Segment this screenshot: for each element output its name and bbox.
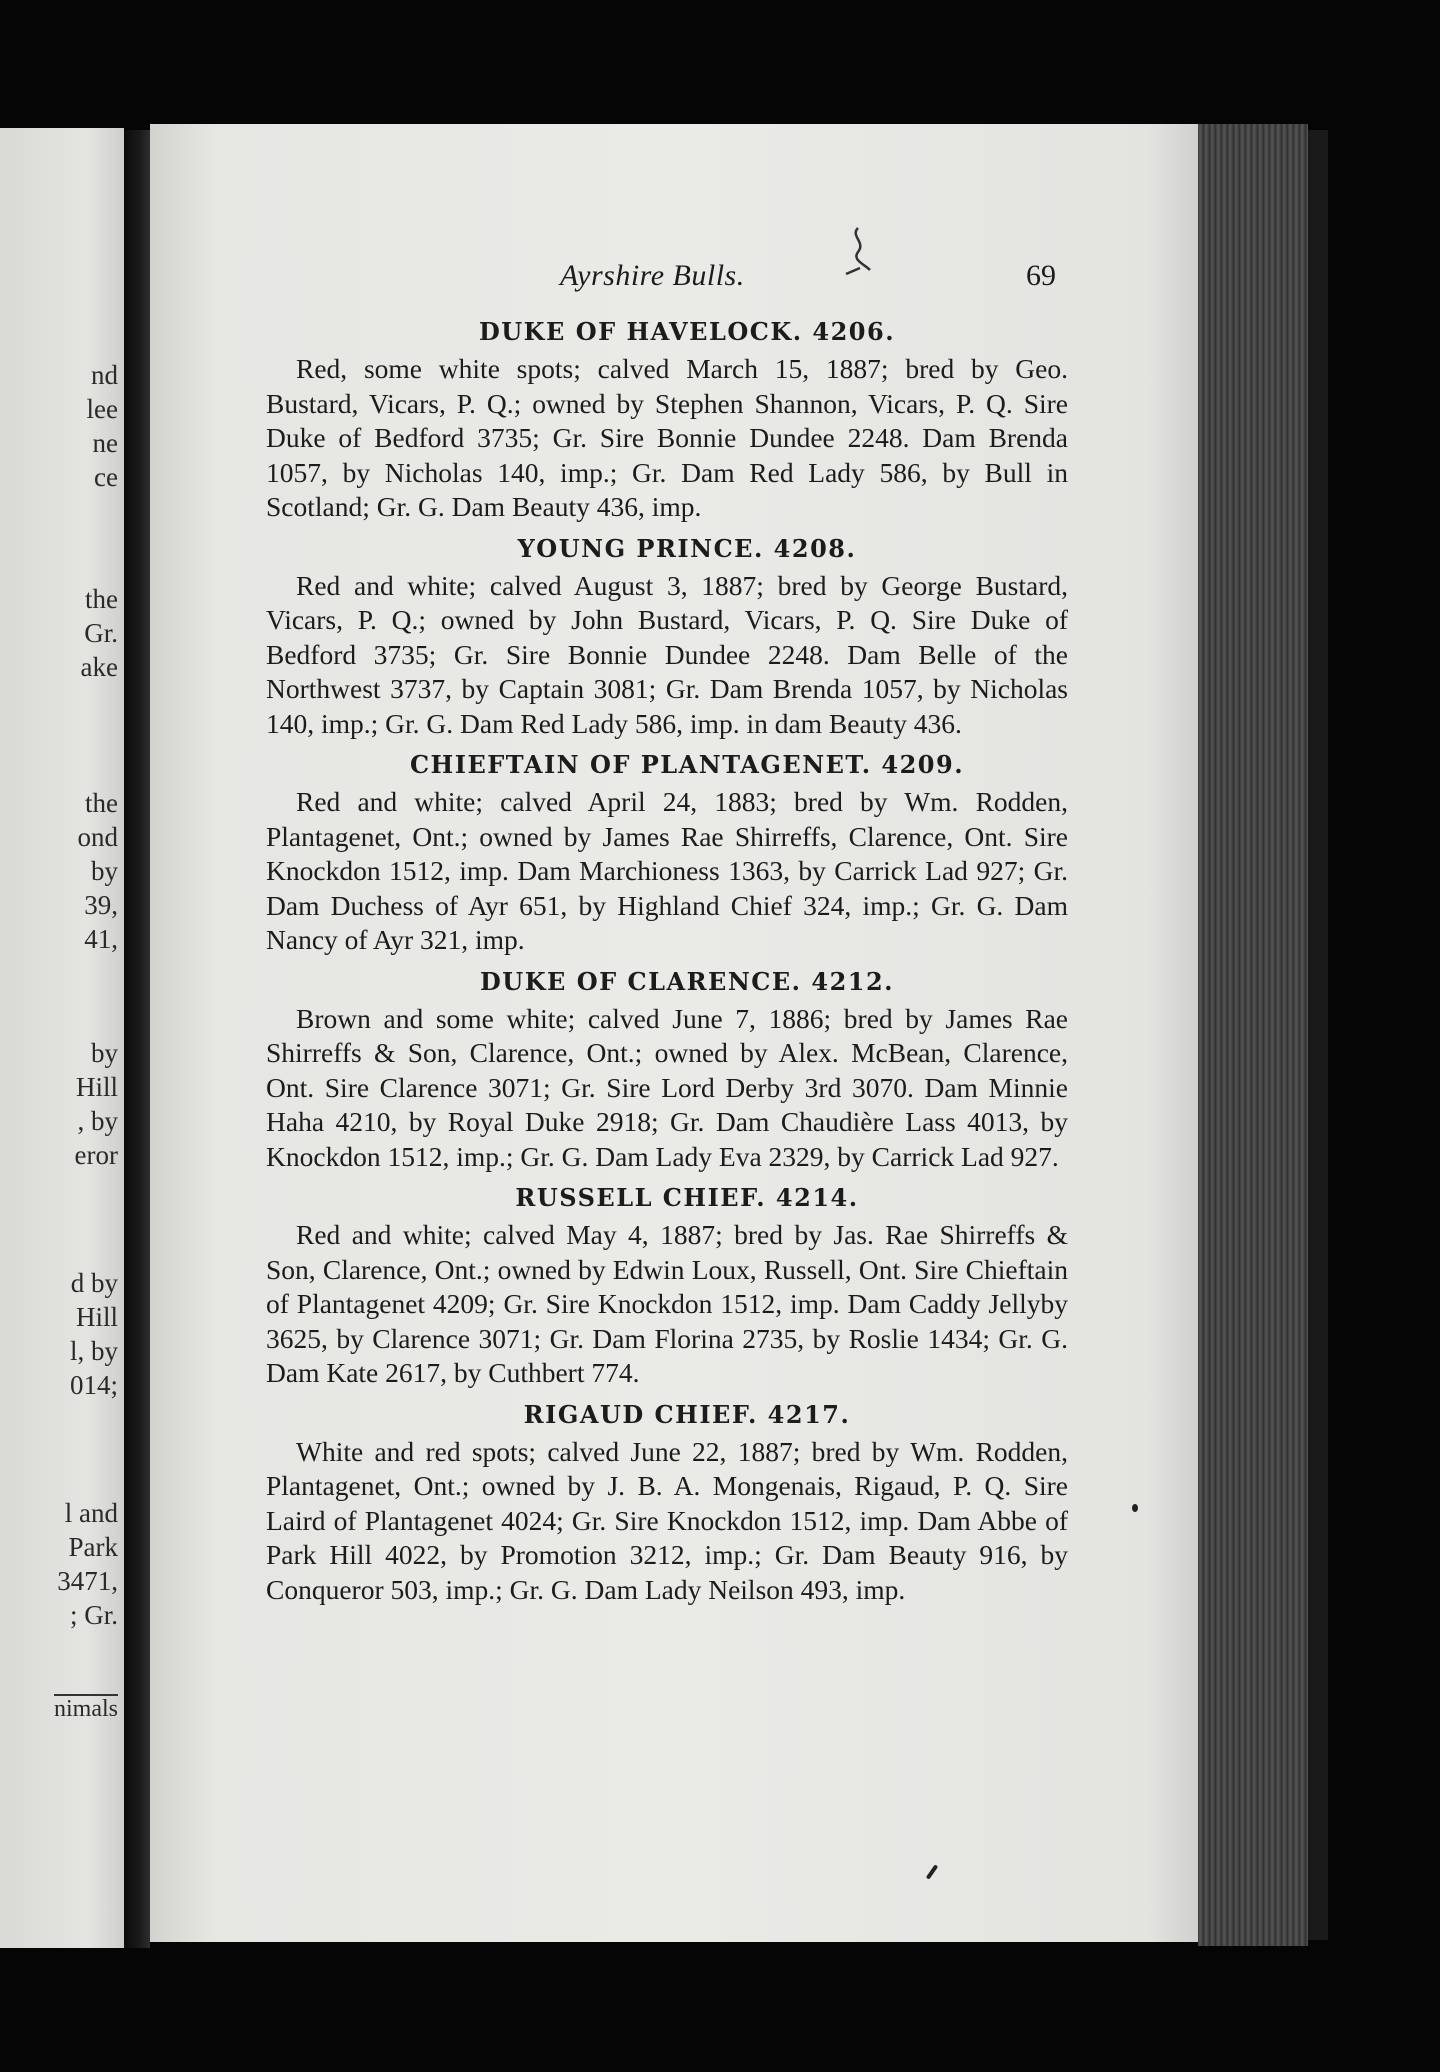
fragment-text: ce bbox=[94, 462, 118, 492]
entry-heading: RIGAUD CHIEF. 4217. bbox=[523, 1399, 851, 1429]
entry-body: Brown and some white; calved June 7, 1886; bred by James Rae Shirreffs & Son, Clarence, Ont.; owned by Alex. McBean, Clarence, Ont. Sire Clarence 3071; Gr. Sire Lord Derby 3rd 3070. Dam Minnie Haha 4210, by Royal Duke 2918; Gr. Dam Chaudière Lass 4013, by Knockdon 1512, imp.; Gr. G. Dam Lady Eva 2329, by Carrick Lad 927. bbox=[266, 1002, 1068, 1172]
fragment-text: l, by bbox=[69, 1336, 118, 1366]
fragment-text: 3471, bbox=[57, 1566, 118, 1596]
fragment-text: ake bbox=[80, 652, 118, 682]
entry-body: Red and white; calved April 24, 1883; bred by Wm. Rodden, Plantagenet, Ont.; owned by James Rae Shirreffs, Clarence, Ont. Sire Knockdon 1512, imp. Dam Marchioness 1363, by Carrick Lad 927; Gr. Dam Duchess of Ayr 651, by Highland Chief 324, imp.; Gr. G. Dam Nancy of Ayr 321, imp. bbox=[266, 786, 1068, 955]
entry bbox=[266, 1180, 1068, 1391]
fragment-text: by bbox=[91, 1038, 118, 1068]
page-edges bbox=[1198, 124, 1308, 1946]
book-gutter bbox=[124, 130, 150, 1948]
entry-heading: DUKE OF CLARENCE. 4212. bbox=[479, 966, 895, 996]
fragment-text: the bbox=[85, 788, 118, 818]
fragment-text: Hill bbox=[75, 1302, 118, 1332]
ink-speck bbox=[926, 1864, 938, 1879]
fragment-text: , by bbox=[77, 1106, 118, 1136]
fragment-text: the bbox=[85, 584, 118, 614]
page-number: 69 bbox=[1026, 259, 1056, 292]
fragment-text: nimals bbox=[54, 1696, 118, 1722]
entry bbox=[266, 747, 1068, 958]
ink-mark bbox=[840, 224, 880, 284]
entry bbox=[266, 531, 1068, 742]
entry-body: Red and white; calved August 3, 1887; bred by George Bustard, Vicars, P. Q.; owned by John Bustard, Vicars, P. Q. Sire Duke of Bedford 3735; Gr. Sire Bonnie Dundee 2248. Dam Belle of the Northwest 3737, by Captain 3081; Gr. Dam Brenda 1057, by Nicholas 140, imp.; Gr. G. Dam Red Lady 586, imp. in dam Beauty 436. bbox=[266, 569, 1068, 739]
entry-heading: CHIEFTAIN OF PLANTAGENET. 4209. bbox=[409, 750, 965, 779]
entries-list bbox=[266, 314, 1068, 1613]
fragment-text: Hill bbox=[75, 1072, 118, 1102]
running-title: Ayrshire Bulls. bbox=[560, 259, 745, 292]
fragment-text: Gr. bbox=[84, 618, 118, 648]
entry bbox=[266, 314, 1068, 525]
ink-speck bbox=[1132, 1504, 1138, 1512]
previous-page-fragment bbox=[0, 128, 124, 1948]
book-page bbox=[150, 124, 1200, 1942]
page-edges-shadow bbox=[1308, 130, 1328, 1940]
fragment-text: Park bbox=[68, 1532, 118, 1562]
fragment-text: ond bbox=[77, 822, 118, 852]
running-head bbox=[150, 259, 1200, 299]
fragment-text: 39, bbox=[84, 890, 118, 920]
entry-heading: YOUNG PRINCE. 4208. bbox=[517, 533, 857, 563]
fragment-text: lee bbox=[86, 394, 118, 424]
fragment-text: ne bbox=[92, 428, 118, 458]
entry bbox=[266, 964, 1068, 1175]
fragment-text: eror bbox=[74, 1140, 118, 1170]
fragment-text: 41, bbox=[84, 924, 118, 954]
fragment-text: nd bbox=[91, 360, 118, 390]
fragment-text: ; Gr. bbox=[69, 1600, 118, 1630]
entry-heading: RUSSELL CHIEF. 4214. bbox=[515, 1183, 859, 1212]
fragment-text: l and bbox=[64, 1498, 118, 1528]
entry-body: Red and white; calved May 4, 1887; bred by Jas. Rae Shirreffs & Son, Clarence, Ont.; owned by Edwin Loux, Russell, Ont. Sire Chieftain of Plantagenet 4209; Gr. Sire Knockdon 1512, imp. Dam Caddy Jellyby 3625, by Clarence 3071; Gr. Dam Florina 2735, by Roslie 1434; Gr. G. Dam Kate 2617, by Cuthbert 774. bbox=[266, 1219, 1068, 1388]
fragment-text: by bbox=[91, 856, 118, 886]
entry bbox=[266, 1397, 1068, 1608]
fragment-text: 014; bbox=[69, 1370, 118, 1400]
entry-body: Red, some white spots; calved March 15, 1887; bred by Geo. Bustard, Vicars, P. Q.; owned by Stephen Shannon, Vicars, P. Q. Sire Duke of Bedford 3735; Gr. Sire Bonnie Dundee 2248. Dam Brenda 1057, by Nicholas 140, imp.; Gr. Dam Red Lady 586, by Bull in Scotland; Gr. G. Dam Beauty 436, imp. bbox=[266, 353, 1068, 522]
fragment-text: d by bbox=[70, 1268, 118, 1298]
entry-body: White and red spots; calved June 22, 1887; bred by Wm. Rodden, Plantagenet, Ont.; owned by J. B. A. Mongenais, Rigaud, P. Q. Sire Laird of Plantagenet 4024; Gr. Sire Knockdon 1512, imp. Dam Abbe of Park Hill 4022, by Promotion 3212, imp.; Gr. Dam Beauty 916, by Conqueror 503, imp.; Gr. G. Dam Lady Neilson 493, imp. bbox=[266, 1435, 1068, 1605]
entry-heading: DUKE OF HAVELOCK. 4206. bbox=[478, 317, 896, 346]
